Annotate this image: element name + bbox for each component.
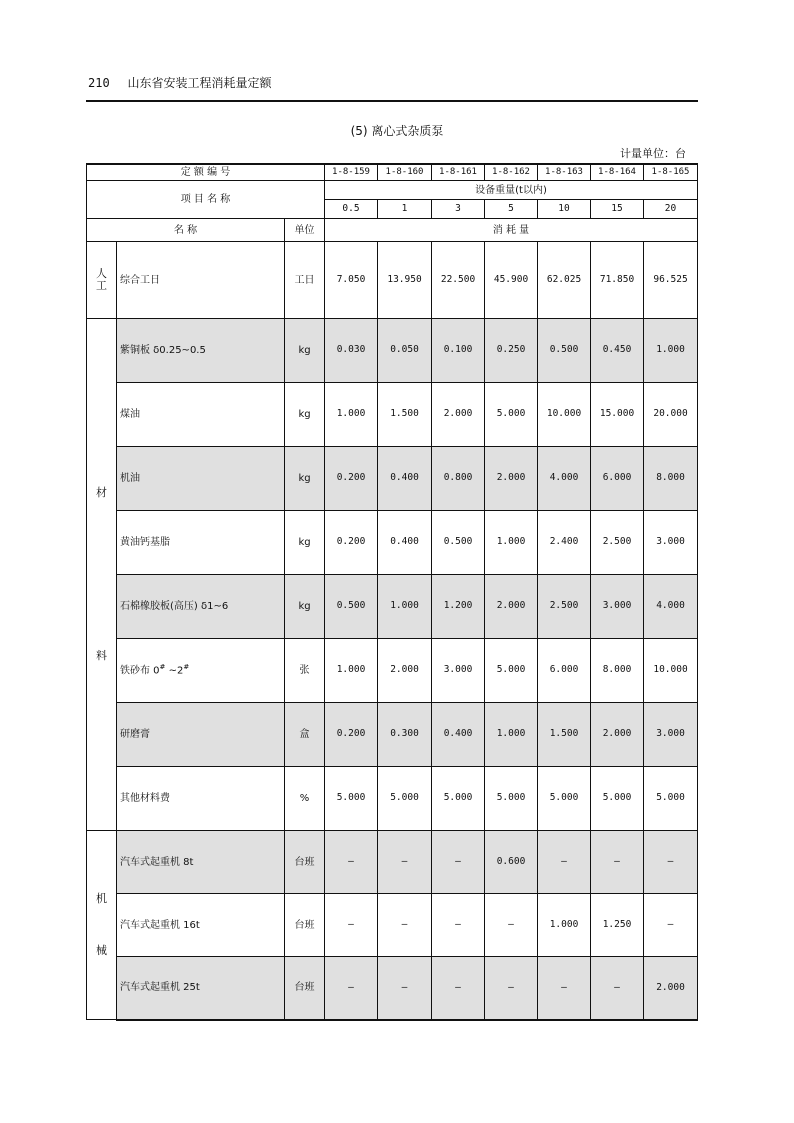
value-cell: 0.500 [325,575,378,639]
value-cell: — [538,957,591,1020]
value-cell: — [432,894,485,957]
value-cell: 1.000 [644,319,698,383]
value-cell: 5.000 [378,767,432,831]
code-cell: 1-8-165 [644,164,698,181]
item-name: 研磨膏 [117,703,285,767]
item-unit: 台班 [285,894,325,957]
code-cell: 1-8-159 [325,164,378,181]
item-name-mid: ~2 [165,665,184,677]
value-cell: 0.200 [325,511,378,575]
value-cell: 6.000 [591,447,644,511]
value-cell: 1.000 [538,894,591,957]
value-cell: 0.450 [591,319,644,383]
item-unit: 台班 [285,831,325,894]
value-cell: 10.000 [538,383,591,447]
table-row [87,319,698,383]
value-cell: 1.000 [325,383,378,447]
value-cell: 5.000 [485,639,538,703]
value-cell: 8.000 [644,447,698,511]
value-cell: 1.000 [378,575,432,639]
value-cell: 0.400 [378,511,432,575]
category-machine-char-2: 械 [96,944,107,957]
item-name-sup: # [183,663,190,672]
value-cell: 1.000 [485,703,538,767]
category-material-char-2: 料 [96,648,107,662]
value-cell: — [378,831,432,894]
value-cell: — [485,957,538,1020]
value-cell: 62.025 [538,242,591,319]
item-name: 石棉橡胶板(高压) δ1~6 [117,575,285,639]
item-unit: 盒 [285,703,325,767]
value-cell: 3.000 [644,511,698,575]
table-row [87,894,698,957]
value-cell: — [485,894,538,957]
value-cell: 5.000 [591,767,644,831]
section-title: (5) 离心式杂质泵 [350,124,444,138]
table-row [87,703,698,767]
value-cell: 5.000 [485,383,538,447]
value-cell: — [325,957,378,1020]
value-cell: 7.050 [325,242,378,319]
item-name: 汽车式起重机 16t [117,894,285,957]
value-cell: 15.000 [591,383,644,447]
value-cell: 2.000 [378,639,432,703]
weight-cell: 1 [378,200,432,219]
quota-code-label: 定 额 编 号 [87,164,325,181]
code-cell: 1-8-160 [378,164,432,181]
item-unit: kg [285,511,325,575]
item-unit: 工日 [285,242,325,319]
value-cell: 1.000 [485,511,538,575]
value-cell: 4.000 [538,447,591,511]
value-cell: 1.200 [432,575,485,639]
table-row [87,383,698,447]
value-cell: 0.250 [485,319,538,383]
value-cell: 0.400 [432,703,485,767]
table-row [87,575,698,639]
page-header [88,74,272,91]
value-cell: 0.500 [432,511,485,575]
value-cell: 3.000 [644,703,698,767]
value-cell: 1.000 [325,639,378,703]
value-cell: 6.000 [538,639,591,703]
value-cell: 0.200 [325,447,378,511]
value-cell: 0.100 [432,319,485,383]
value-cell: 0.050 [378,319,432,383]
item-name-emery-cloth [117,639,285,703]
item-name-label: 项 目 名 称 [87,181,325,219]
value-cell: 2.000 [485,447,538,511]
header-rule [86,100,698,102]
value-cell: 5.000 [485,767,538,831]
column-header-row [87,219,698,242]
item-name: 综合工日 [117,242,285,319]
value-cell: 4.000 [644,575,698,639]
unit-label: 单位 [285,219,325,242]
page-number: 210 [88,76,110,90]
unit-note: 计量单位：台 [620,147,686,160]
code-cell: 1-8-161 [432,164,485,181]
item-unit: % [285,767,325,831]
value-cell: 10.000 [644,639,698,703]
value-cell: 13.950 [378,242,432,319]
item-name: 汽车式起重机 8t [117,831,285,894]
value-cell: 96.525 [644,242,698,319]
category-material-char-1: 材 [96,486,107,500]
item-unit: kg [285,383,325,447]
item-unit: kg [285,575,325,639]
category-machine-char-1: 机 [96,891,107,905]
value-cell: 5.000 [325,767,378,831]
weight-label-row [87,181,698,200]
weight-cell: 15 [591,200,644,219]
value-cell: 0.600 [485,831,538,894]
weight-cell: 5 [485,200,538,219]
weight-cell: 3 [432,200,485,219]
item-unit: kg [285,319,325,383]
value-cell: — [432,957,485,1020]
table-row [87,639,698,703]
value-cell: 2.000 [432,383,485,447]
item-name-main: 铁砂布 0 [120,665,160,677]
item-name: 机油 [117,447,285,511]
table-row [87,767,698,831]
consumption-label: 消 耗 量 [325,219,698,242]
value-cell: 22.500 [432,242,485,319]
value-cell: 5.000 [432,767,485,831]
weight-cell: 10 [538,200,591,219]
value-cell: 2.500 [538,575,591,639]
value-cell: 2.000 [485,575,538,639]
table-row [87,242,698,319]
value-cell: 2.400 [538,511,591,575]
value-cell: 0.800 [432,447,485,511]
value-cell: — [378,957,432,1020]
item-name: 汽车式起重机 25t [117,957,285,1020]
value-cell: 71.850 [591,242,644,319]
value-cell: 5.000 [644,767,698,831]
value-cell: — [378,894,432,957]
value-cell: — [591,831,644,894]
category-material [87,319,117,831]
quota-table [86,163,698,1021]
value-cell: 0.300 [378,703,432,767]
value-cell: 0.500 [538,319,591,383]
value-cell: — [325,831,378,894]
value-cell: — [644,831,698,894]
item-name-sup: # [159,663,166,672]
value-cell: 0.200 [325,703,378,767]
weight-label: 设备重量(t以内) [325,181,698,200]
table-row [87,831,698,894]
value-cell: 45.900 [485,242,538,319]
item-name: 黄油钙基脂 [117,511,285,575]
code-cell: 1-8-163 [538,164,591,181]
value-cell: 0.030 [325,319,378,383]
category-machine [87,831,117,1020]
table-row [87,447,698,511]
book-title: 山东省安装工程消耗量定额 [127,76,272,90]
value-cell: 3.000 [432,639,485,703]
value-cell: 8.000 [591,639,644,703]
weight-cell: 20 [644,200,698,219]
value-cell: 0.400 [378,447,432,511]
value-cell: — [644,894,698,957]
value-cell: 1.500 [538,703,591,767]
value-cell: 5.000 [538,767,591,831]
item-unit: 台班 [285,957,325,1020]
value-cell: 3.000 [591,575,644,639]
value-cell: 1.500 [378,383,432,447]
code-cell: 1-8-162 [485,164,538,181]
item-name: 煤油 [117,383,285,447]
table-row [87,511,698,575]
code-row [87,164,698,181]
value-cell: — [325,894,378,957]
value-cell: 2.000 [591,703,644,767]
item-unit: kg [285,447,325,511]
value-cell: 2.000 [644,957,698,1020]
table-row [87,957,698,1020]
value-cell: — [538,831,591,894]
value-cell: 2.500 [591,511,644,575]
code-cell: 1-8-164 [591,164,644,181]
weight-cell: 0.5 [325,200,378,219]
item-unit: 张 [285,639,325,703]
value-cell: — [591,957,644,1020]
name-label: 名 称 [87,219,285,242]
value-cell: 20.000 [644,383,698,447]
category-labor: 人工 [87,242,117,319]
item-name: 紫铜板 δ0.25~0.5 [117,319,285,383]
value-cell: — [432,831,485,894]
item-name: 其他材料费 [117,767,285,831]
value-cell: 1.250 [591,894,644,957]
